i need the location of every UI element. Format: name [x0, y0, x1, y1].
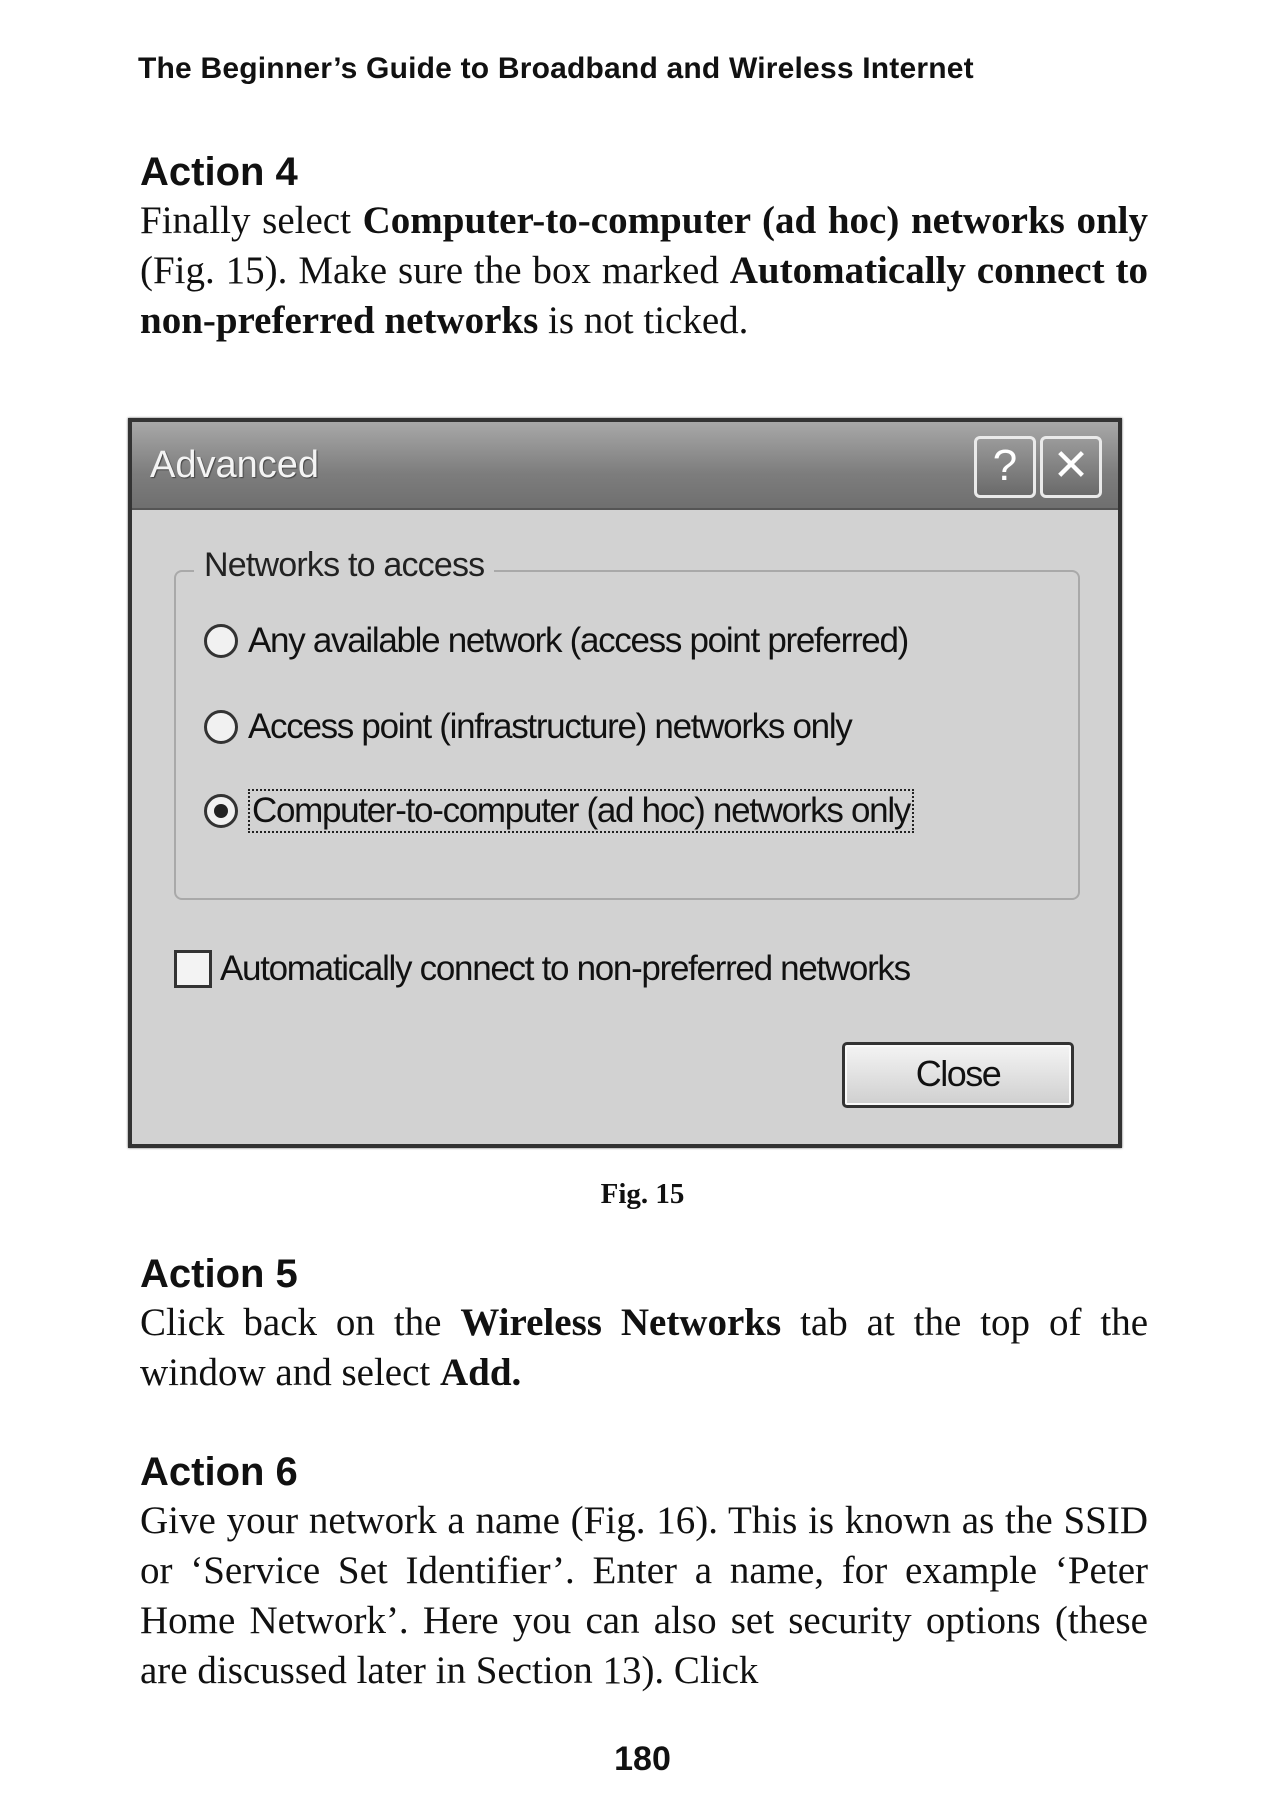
- close-button[interactable]: Close: [842, 1042, 1074, 1108]
- checkbox-icon[interactable]: [174, 950, 212, 988]
- figure-caption: Fig. 15: [600, 1178, 685, 1210]
- action-4-text-1: Finally select: [140, 199, 363, 242]
- advanced-dialog: [128, 418, 1122, 1148]
- action-6-section: [140, 1448, 1148, 1696]
- page-number: 180: [614, 1740, 671, 1778]
- action-4-text-2: (Fig. 15). Make sure the box marked: [140, 249, 730, 292]
- radio-ad-hoc-only[interactable]: [204, 788, 914, 834]
- action-4-text-3: is not ticked.: [538, 299, 749, 342]
- action-6-heading: Action 6: [140, 1450, 298, 1494]
- radio-label: Any available network (access point preferred): [248, 621, 908, 660]
- networks-to-access-group: [174, 546, 1080, 900]
- action-5-text-2: tab at the top of the window and select: [140, 1301, 1148, 1394]
- dialog-title: Advanced: [150, 444, 320, 486]
- group-label: Networks to access: [194, 546, 494, 585]
- action-4-paragraph: [140, 196, 1148, 346]
- close-icon: ✕: [1052, 441, 1090, 490]
- action-5-text-1: Click back on the: [140, 1301, 461, 1344]
- dialog-titlebar: [132, 422, 1118, 510]
- action-5-heading: Action 5: [140, 1252, 298, 1296]
- action-5-section: [140, 1250, 1148, 1398]
- radio-button-selected-icon[interactable]: [204, 794, 238, 828]
- action-4-bold-2: Automatically connect to non-preferred networks: [140, 249, 1148, 342]
- radio-label: Access point (infrastructure) networks only: [248, 707, 852, 746]
- action-5-bold-1: Wireless Networks: [460, 1301, 782, 1344]
- help-button[interactable]: [974, 436, 1036, 498]
- action-5-bold-2: Add.: [440, 1351, 522, 1394]
- radio-label: Computer-to-computer (ad hoc) networks only: [248, 789, 914, 833]
- checkbox-label: Automatically connect to non-preferred networks: [220, 949, 910, 988]
- action-6-paragraph: Give your network a name (Fig. 16). This is known as the SSID or ‘Service Set Identifier’. Enter a name, for example ‘Peter Home Network’. Here you can also set security options (these are discussed later in Section 13). Click: [140, 1499, 1148, 1692]
- radio-any-available-network[interactable]: [204, 618, 908, 664]
- action-4-heading: Action 4: [140, 150, 298, 194]
- radio-dot: [214, 804, 228, 818]
- action-4-bold-1: Computer-to-computer (ad hoc) networks only: [362, 199, 1148, 242]
- auto-connect-checkbox-row[interactable]: [174, 946, 910, 992]
- title-close-button[interactable]: [1040, 436, 1102, 498]
- running-head: The Beginner’s Guide to Broadband and Wireless Internet: [138, 52, 974, 85]
- radio-button-icon[interactable]: [204, 710, 238, 744]
- action-4-section: [140, 148, 1148, 346]
- radio-button-icon[interactable]: [204, 624, 238, 658]
- action-5-paragraph: [140, 1298, 1148, 1398]
- help-icon: ?: [992, 441, 1018, 490]
- radio-access-point-only[interactable]: [204, 704, 852, 750]
